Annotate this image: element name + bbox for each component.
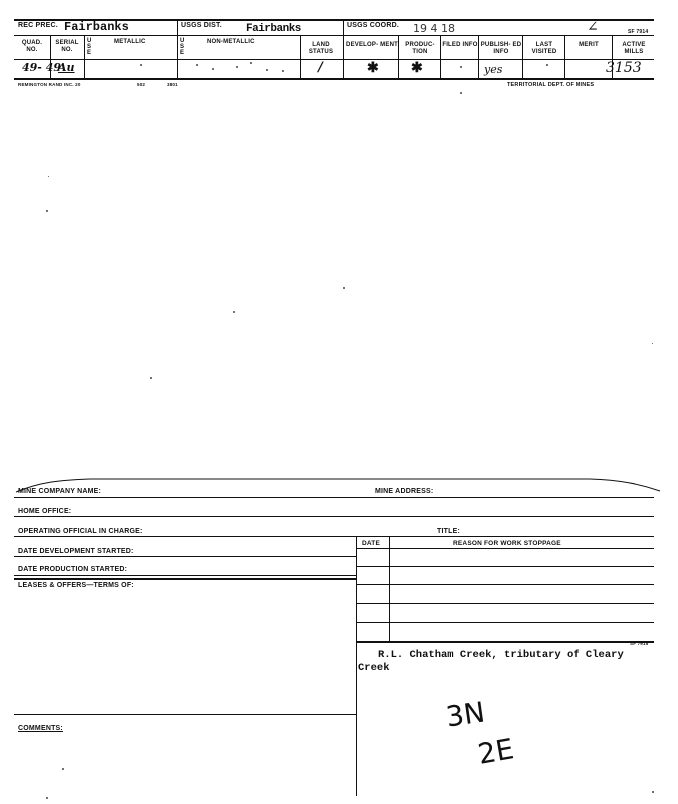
comments-label: COMMENTS:	[18, 725, 63, 732]
stoppage-reason-header: REASON FOR WORK STOPPAGE	[453, 540, 561, 547]
row-active-mills: 3153	[606, 60, 642, 76]
rec-prec-value: Fairbanks	[64, 20, 129, 34]
row-serial-no: Au	[58, 61, 75, 74]
col-merit: MERIT	[579, 42, 599, 48]
col-serial-no: SERIAL NO.	[55, 40, 79, 53]
col-production: PRODUC- TION	[405, 42, 435, 55]
col-non-metallic: NON-METALLIC	[207, 39, 255, 45]
col-filed-info: FILED INFO	[442, 42, 478, 48]
col-published-info: PUBLISH- ED INFO	[480, 42, 522, 55]
home-office-label: HOME OFFICE:	[18, 508, 72, 515]
code-b: 3801	[167, 82, 178, 87]
corner-mark: ∠	[587, 19, 599, 35]
row-quad-no: 49- 49	[22, 61, 62, 74]
agency-imprint: TERRITORIAL DEPT. OF MINES	[507, 82, 595, 88]
row-development: ✱	[367, 59, 379, 75]
hand-note-1: 3N	[443, 695, 487, 734]
row-land-status: /	[318, 60, 323, 75]
col-quad-no: QUAD. NO.	[21, 40, 43, 53]
usgs-dist-value: Fairbanks	[246, 23, 301, 35]
usgs-dist-label: USGS DIST.	[181, 22, 222, 29]
note-line-2: Creek	[358, 662, 390, 674]
printer-imprint: REMINGTON RAND INC. 20	[18, 82, 81, 87]
col-metallic: METALLIC	[114, 39, 146, 45]
row-production: ✱	[411, 59, 423, 75]
hand-note-2: 2E	[475, 732, 517, 771]
note-line-1: R.L. Chatham Creek, tributary of Cleary	[378, 649, 624, 661]
card-top-edge	[0, 474, 678, 496]
mine-address-label: MINE ADDRESS:	[375, 488, 434, 495]
col-use-nonmetallic: U S E	[180, 38, 185, 56]
back-form-number: SF 7915	[630, 641, 649, 646]
title-label: TITLE:	[437, 528, 460, 535]
date-development-label: DATE DEVELOPMENT STARTED:	[18, 548, 134, 555]
col-land-status: LAND STATUS	[308, 42, 334, 55]
mine-company-name-label: MINE COMPANY NAME:	[18, 488, 102, 495]
stoppage-date-header: DATE	[362, 540, 381, 547]
col-last-visited: LAST VISITED	[531, 42, 557, 55]
col-active-mills: ACTIVE MILLS	[622, 42, 646, 55]
row-published-info: yes	[484, 63, 503, 76]
date-production-label: DATE PRODUCTION STARTED:	[18, 566, 128, 573]
rec-prec-label: REC PREC.	[18, 22, 58, 29]
usgs-coord-value: 19 4 18	[413, 22, 455, 35]
col-use-metallic: U S E	[87, 38, 92, 56]
leases-label: LEASES & OFFERS—TERMS OF:	[18, 582, 134, 589]
col-development: DEVELOP- MENT	[346, 42, 398, 48]
operating-official-label: OPERATING OFFICIAL IN CHARGE:	[18, 528, 143, 535]
usgs-coord-label: USGS COORD.	[347, 22, 399, 29]
code-a: 502	[137, 82, 146, 87]
front-form-number: SF 7914	[628, 29, 649, 35]
